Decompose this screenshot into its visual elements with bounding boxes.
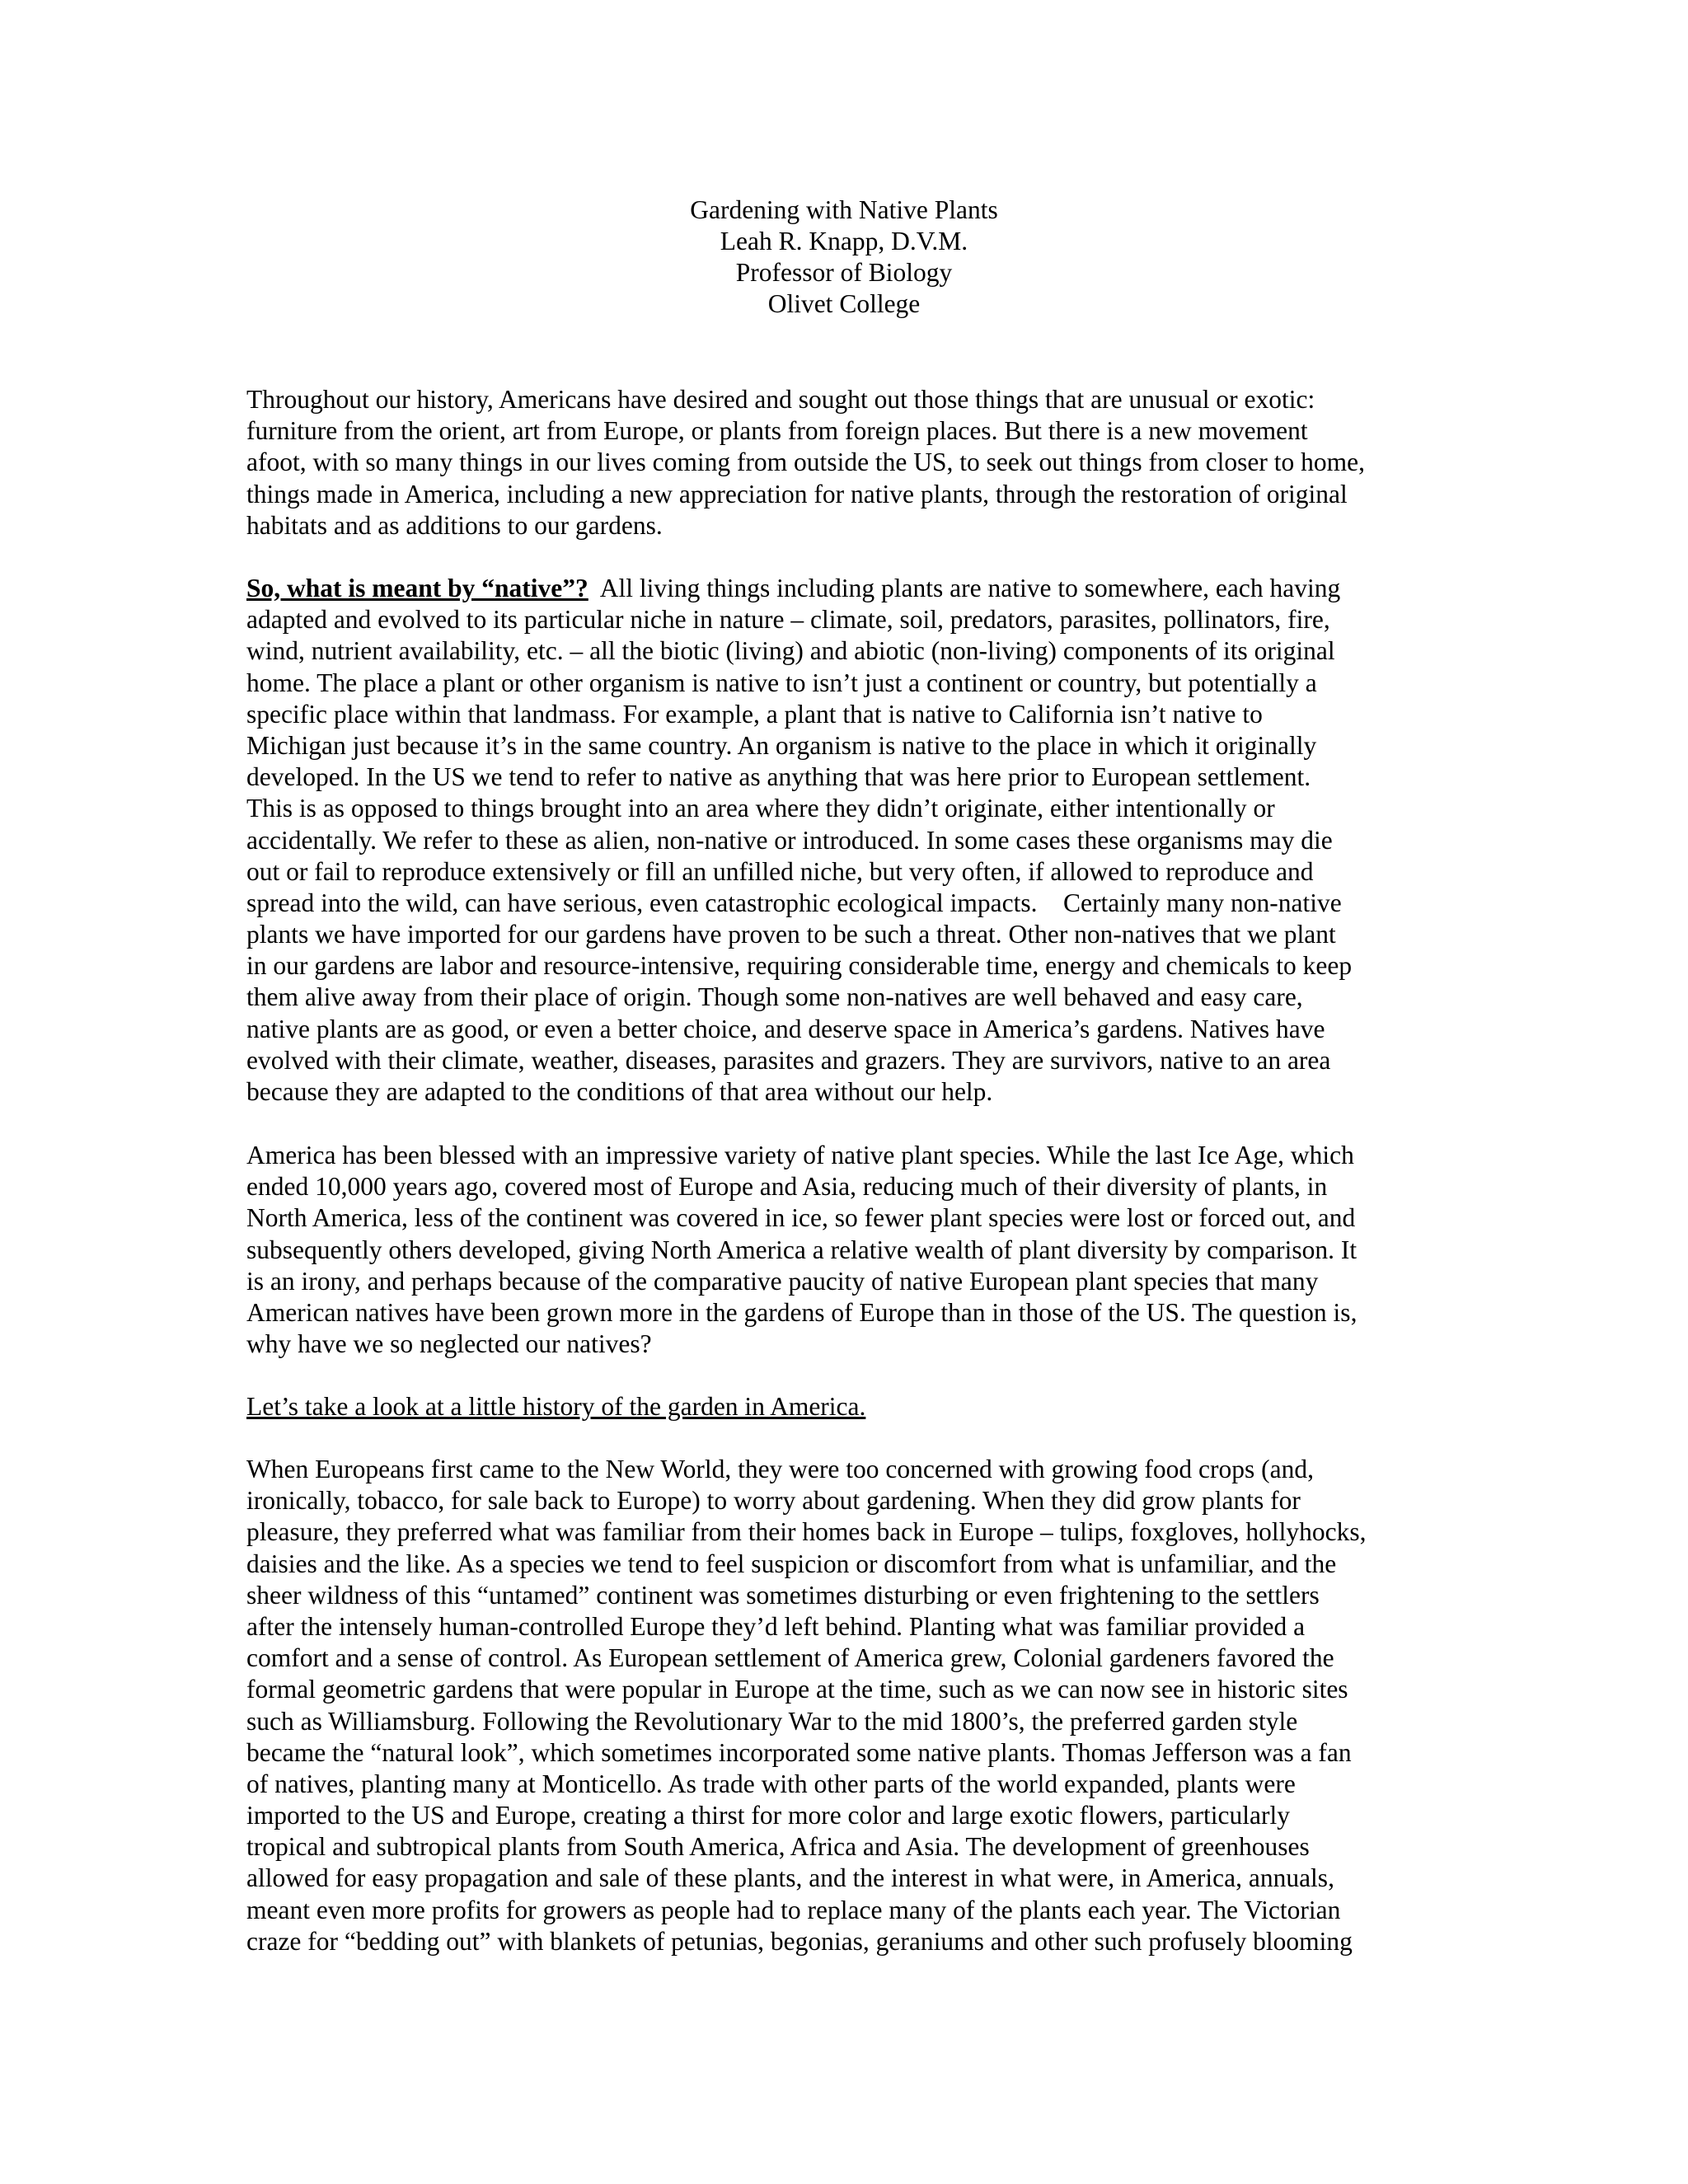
text-line: imported to the US and Europe, creating a thirst for more color and large exotic flowers, particularly <box>246 1801 1290 1830</box>
text-line: Michigan just because it’s in the same country. An organism is native to the place in which it originally <box>246 730 1317 760</box>
text-line: meant even more profits for growers as people had to replace many of the plants each year. The Victorian <box>246 1895 1341 1924</box>
author-position: Professor of Biology <box>735 258 953 287</box>
text-line: ironically, tobacco, for sale back to Europe) to worry about gardening. When they did grow plants for <box>246 1486 1301 1516</box>
text-line: formal geometric gardens that were popular in Europe at the time, such as we can now see in historic sites <box>246 1675 1348 1704</box>
paragraph-native-definition <box>246 573 1433 1108</box>
text-line: sheer wildness of this “untamed” continent was sometimes disturbing or even frightening to the settlers <box>246 1580 1320 1610</box>
text-line: is an irony, and perhaps because of the comparative paucity of native European plant species that many <box>246 1266 1319 1296</box>
text-line: afoot, with so many things in our lives coming from outside the US, to seek out things from closer to home, <box>246 448 1365 477</box>
text-line: pleasure, they preferred what was familiar from their homes back in Europe – tulips, foxgloves, hollyhocks, <box>246 1517 1367 1547</box>
text-run: All living things including plants are native to somewhere, each having <box>588 574 1341 602</box>
paragraph-plant-diversity <box>246 1140 1433 1360</box>
section-heading-text: Let’s take a look at a little history of the garden in America. <box>246 1392 866 1421</box>
text-line: ended 10,000 years ago, covered most of Europe and Asia, reducing much of their diversity of plants, in <box>246 1172 1328 1202</box>
text-line: them alive away from their place of origin. Though some non-natives are well behaved and easy care, <box>246 982 1303 1012</box>
document-title: Gardening with Native Plants <box>690 195 998 224</box>
text-line: accidentally. We refer to these as alien, non-native or introduced. In some cases these organisms may die <box>246 825 1333 855</box>
text-line: home. The place a plant or other organism is native to isn’t just a continent or country, but potentially a <box>246 668 1317 697</box>
text-line: American natives have been grown more in the gardens of Europe than in those of the US. The question is, <box>246 1297 1357 1327</box>
section-heading-history <box>246 1391 1433 1422</box>
author-name: Leah R. Knapp, D.V.M. <box>720 227 968 255</box>
text-line: America has been blessed with an impressive variety of native plant species. While the last Ice Age, which <box>246 1141 1354 1169</box>
document-header <box>0 194 1688 320</box>
text-line: craze for “bedding out” with blankets of petunias, begonias, geraniums and other such profusely blooming <box>246 1926 1353 1956</box>
text-line: This is as opposed to things brought into an area where they didn’t originate, either intentionally or <box>246 794 1275 823</box>
text-line: furniture from the orient, art from Europe, or plants from foreign places. But there is a new movement <box>246 416 1308 446</box>
text-line: in our gardens are labor and resource-intensive, requiring considerable time, energy and chemicals to keep <box>246 951 1353 981</box>
text-line: after the intensely human-controlled Europe they’d left behind. Planting what was familiar provided a <box>246 1611 1306 1641</box>
text-line <box>246 573 1433 604</box>
text-line: comfort and a sense of control. As European settlement of America grew, Colonial gardeners favored the <box>246 1643 1334 1673</box>
text-line: because they are adapted to the conditions of that area without our help. <box>246 1077 993 1106</box>
text-line <box>246 1391 1433 1422</box>
text-line: spread into the wild, can have serious, even catastrophic ecological impacts. Certainly many non-native <box>246 888 1342 917</box>
text-line: evolved with their climate, weather, diseases, parasites and grazers. They are survivors, native to an area <box>246 1045 1331 1075</box>
paragraph-lead-heading: So, what is meant by “native”? <box>246 574 588 602</box>
text-line: When Europeans first came to the New World, they were too concerned with growing food crops (and, <box>246 1455 1314 1483</box>
paragraph-garden-history <box>246 1454 1433 1957</box>
text-line: developed. In the US we tend to refer to native as anything that was here prior to European settlement. <box>246 762 1311 792</box>
text-line: allowed for easy propagation and sale of these plants, and the interest in what were, in America, annuals, <box>246 1863 1334 1893</box>
author-institution: Olivet College <box>767 289 921 318</box>
text-line: why have we so neglected our natives? <box>246 1329 652 1359</box>
text-line: Throughout our history, Americans have desired and sought out those things that are unusual or exotic: <box>246 385 1315 414</box>
text-line: native plants are as good, or even a better choice, and deserve space in America’s gardens. Natives have <box>246 1014 1325 1043</box>
text-line: became the “natural look”, which sometimes incorporated some native plants. Thomas Jefferson was a fan <box>246 1737 1352 1767</box>
text-line: of natives, planting many at Monticello. As trade with other parts of the world expanded, plants were <box>246 1769 1296 1798</box>
text-line: out or fail to reproduce extensively or fill an unfilled niche, but very often, if allowed to reproduce and <box>246 856 1314 886</box>
text-line: habitats and as additions to our gardens. <box>246 510 663 540</box>
paragraph-intro <box>246 384 1433 541</box>
text-line: adapted and evolved to its particular niche in nature – climate, soil, predators, parasites, pollinators, fire, <box>246 605 1330 635</box>
text-line: plants we have imported for our gardens have proven to be such a threat. Other non-natives that we plant <box>246 920 1336 949</box>
text-line: North America, less of the continent was covered in ice, so fewer plant species were lost or forced out, and <box>246 1203 1356 1233</box>
text-line: subsequently others developed, giving North America a relative wealth of plant diversity by comparison. It <box>246 1235 1357 1264</box>
text-line: daisies and the like. As a species we tend to feel suspicion or discomfort from what is unfamiliar, and the <box>246 1549 1337 1578</box>
text-line: tropical and subtropical plants from South America, Africa and Asia. The development of greenhouses <box>246 1832 1310 1862</box>
text-line: such as Williamsburg. Following the Revolutionary War to the mid 1800’s, the preferred garden style <box>246 1706 1298 1736</box>
text-line: wind, nutrient availability, etc. – all the biotic (living) and abiotic (non-living) components of its original <box>246 636 1335 666</box>
text-line: things made in America, including a new appreciation for native plants, through the restoration of original <box>246 479 1348 509</box>
text-line: specific place within that landmass. For example, a plant that is native to California isn’t native to <box>246 699 1263 729</box>
